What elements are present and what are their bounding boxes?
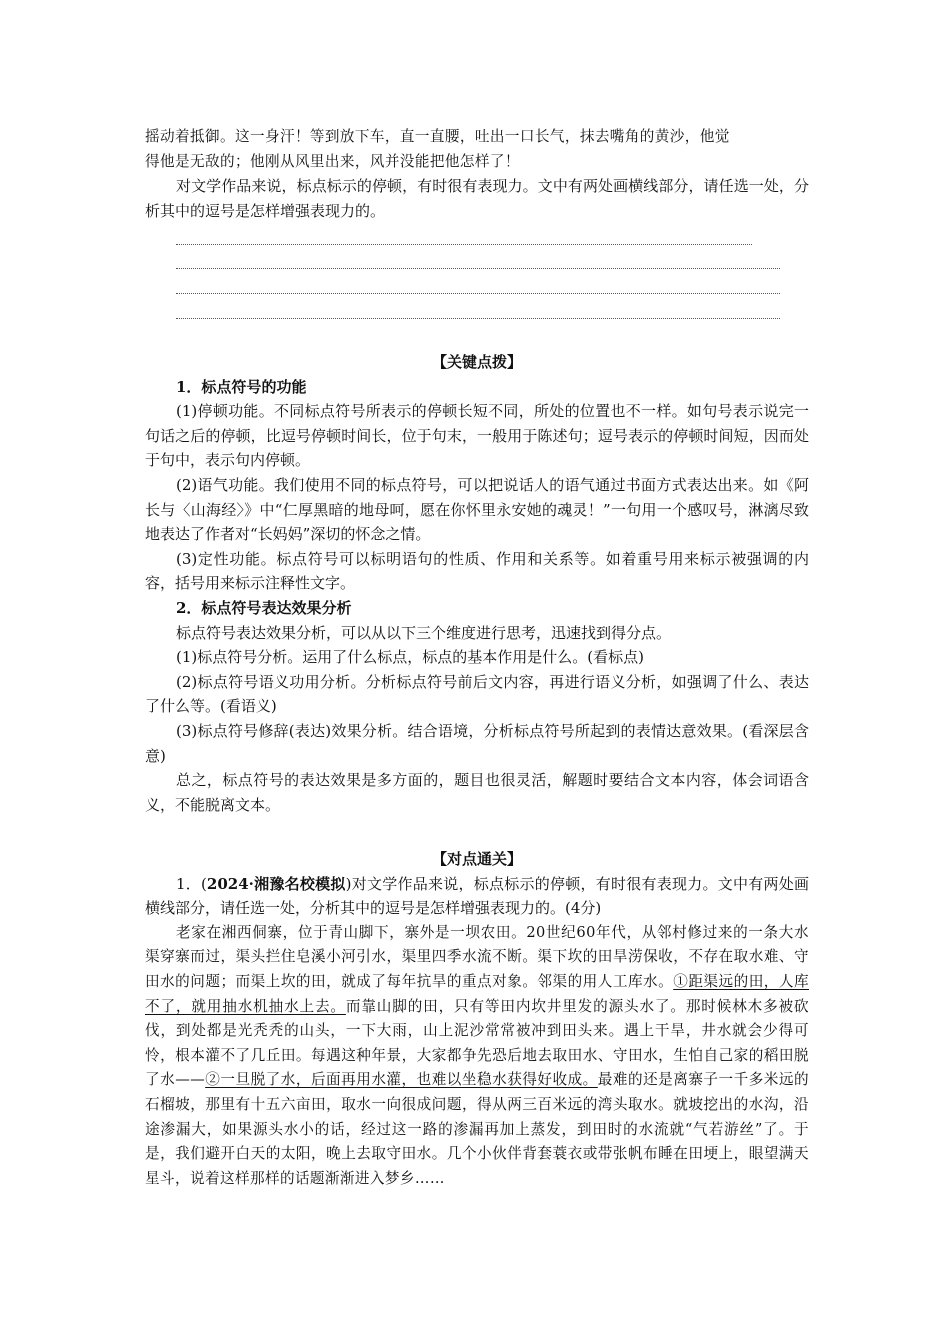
top-section — [145, 125, 809, 223]
underlined-sentence-1: ①距渠远的田，人库不了，就用抽水机抽水上去。 — [145, 972, 809, 1015]
subsection-title: 2．标点符号表达效果分析 — [176, 598, 352, 617]
question-text — [145, 872, 809, 921]
question-number: 1．( — [176, 874, 207, 893]
passage-text: 老家在湘西侗寨，位于青山脚下，寨外是一坝农田。20世纪60年代，从邻村修过来的一条大水渠穿寨而过，渠头拦住皂溪小河引水，渠里四季水流不断。渠下坎的田旱涝保收，不存在取水难、守田水的问题；而渠上坎的田，就成了每年抗旱的重点对象。邻渠的用人工库水。 — [145, 923, 809, 990]
section-heading: 【对点通关】 — [431, 850, 522, 868]
section-heading: 【关键点拨】 — [431, 353, 522, 371]
question-text: 对文学作品来说，标点标示的停顿，有时很有表现力。文中有两处画横线部分，请任选一处，分析其中的逗号是怎样增强表现力的。 — [145, 177, 809, 220]
answer-line[interactable] — [176, 244, 752, 245]
question-body: )对文学作品来说，标点标示的停顿，有时很有表现力。文中有两处画横线部分，请任选一处，分析其中的逗号是怎样增强表现力的。(4分) — [145, 874, 809, 918]
passage-line: 摇动着抵御。这一身汗！等到放下车，直一直腰，吐出一口长气，抹去嘴角的黄沙，他觉 — [145, 128, 730, 145]
passage-text: 最难的还是离寨子一千多米远的石榴坡，那里有十五六亩田，取水一向很成问题，得从两三百米远的湾头取水。就坡挖出的水沟，沿途渗漏大，如果源头水小的话，经过这一路的渗漏再加上蒸发，到田时的水流就“气若游丝”了。于是，我们避开白天的太阳，晚上去取守田水。几个小伙伴背套蓑衣或带张帆布睡在田埂上，眼望满天星斗，说着这样那样的话题渐渐进入梦乡…… — [145, 1071, 809, 1187]
paragraph: (3)标点符号修辞(表达)效果分析。结合语境，分析标点符号所起到的表情达意效果。(看深层含意) — [145, 721, 809, 765]
paragraph: 标点符号表达效果分析，可以从以下三个维度进行思考，迅速找到得分点。 — [176, 623, 672, 642]
paragraph: (1)标点符号分析。运用了什么标点，标点的基本作用是什么。(看标点) — [176, 648, 644, 667]
answer-line[interactable] — [176, 293, 780, 294]
reading-passage — [145, 921, 809, 1192]
question-source: 2024·湘豫名校模拟 — [206, 874, 346, 893]
underlined-sentence-2: ②一旦脱了水，后面再用水灌，也难以坐稳水获得好收成。 — [205, 1071, 598, 1089]
paragraph: (2)标点符号语义功用分析。分析标点符号前后文内容，再进行语义分析，如强调了什么、表达了什么等。(看语义) — [145, 672, 809, 716]
paragraph: (2)语气功能。我们使用不同的标点符号，可以把说话人的语气通过书面方式表达出来。如《阿长与〈山海经〉》中“仁厚黑暗的地母呵，愿在你怀里永安她的魂灵！”一句用一个感叹号，淋漓尽致地表达了作者对“长妈妈”深切的怀念之情。 — [145, 475, 809, 544]
subsection-title: 1．标点符号的功能 — [176, 377, 307, 396]
answer-line[interactable] — [176, 318, 780, 319]
key-points-section — [145, 350, 809, 817]
paragraph: 总之，标点符号的表达效果是多方面的，题目也很灵活，解题时要结合文本内容，体会词语含义，不能脱离文本。 — [145, 771, 809, 814]
answer-line[interactable] — [176, 268, 780, 269]
passage-line: 得他是无敌的；他刚从风里出来，风并没能把他怎样了！ — [145, 152, 520, 170]
paragraph: (1)停顿功能。不同标点符号所表示的停顿长短不同，所处的位置也不一样。如句号表示说完一句话之后的停顿，比逗号停顿时间长，位于句末，一般用于陈述句；逗号表示的停顿时间短，因而处于句中，表示句内停顿。 — [145, 402, 809, 470]
passage-text: 而靠山脚的田，只有等田内坎井里发的源头水了。那时候林木多被砍伐，到处都是光秃秃的山头，一下大雨，山上泥沙常常被冲到田头来。遇上干旱，井水就会少得可怜，根本灌不了几丘田。每遇这种年景，大家都争先恐后地去取田水、守田水，生怕自己家的稻田脱了水—— — [145, 997, 809, 1089]
practice-section — [145, 847, 809, 1191]
paragraph: (3)定性功能。标点符号可以标明语句的性质、作用和关系等。如着重号用来标示被强调的内容，括号用来标示注释性文字。 — [145, 549, 809, 593]
